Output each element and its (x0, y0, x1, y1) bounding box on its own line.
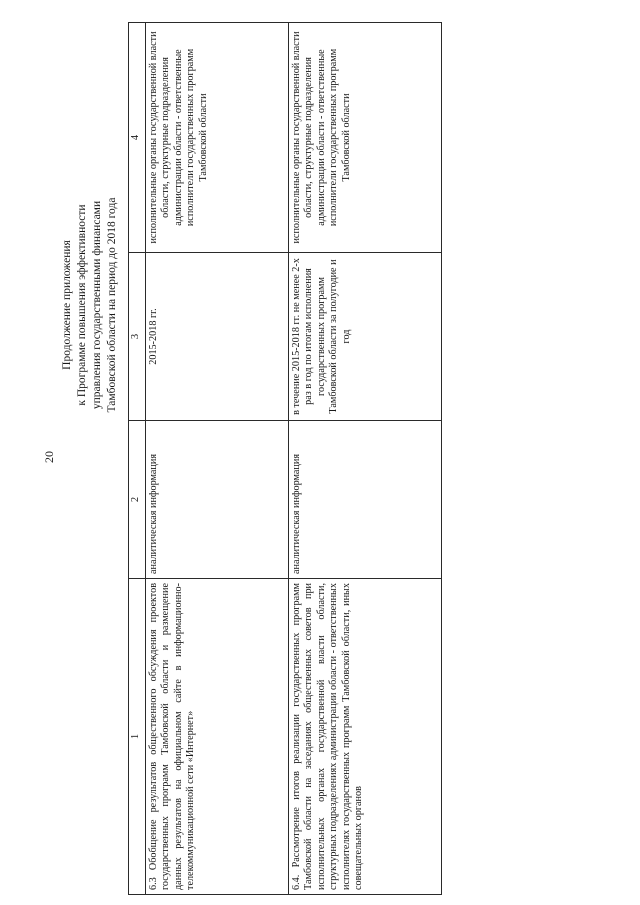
measure-cell: 6.3 Обобщение результатов общественного обсуждения проектов государственных программ Тамбовской области и размещение данных результатов на официальном сайте в информационно-телекоммуникационной сети «Интернет» (146, 579, 289, 895)
header-line-4: Тамбовской области на период до 2018 года (106, 197, 118, 413)
column-number: 1 (129, 579, 146, 895)
column-number-row (129, 23, 146, 895)
measures-table (128, 22, 442, 895)
header-line-1: Продолжение приложения (61, 240, 73, 370)
appendix-header (60, 65, 120, 545)
header-line-3: управления государственными финансами (91, 200, 103, 410)
measure-cell: 6.4. Рассмотрение итогов реализации государственных программ Тамбовской области на заседаниях общественных советов при исполнительных органах государственной власти области, структурных подразделениях администрации области - ответственных исполнителях государственных программ Тамбовской области, иных совещательных органов (289, 579, 442, 895)
result-cell: аналитическая информация (289, 421, 442, 579)
table-row (289, 23, 442, 895)
responsible-cell: исполнительные органы государственной власти области, структурные подразделения администрации области - ответственные исполнители государственных программ Тамбовской области (146, 23, 289, 253)
table-row (146, 23, 289, 895)
page-number: 20 (42, 451, 56, 463)
responsible-cell: исполнительные органы государственной власти области, структурные подразделения администрации области - ответственные исполнители государственных программ Тамбовской области (289, 23, 442, 253)
result-cell: аналитическая информация (146, 421, 289, 579)
period-cell: 2015-2018 гг. (146, 253, 289, 421)
column-number: 3 (129, 253, 146, 421)
column-number: 2 (129, 421, 146, 579)
period-cell: в течение 2015-2018 гг. не менее 2-х раз в год по итогам исполнения государственных программ Тамбовской области за полугодие и год (289, 253, 442, 421)
header-line-2: к Программе повышения эффективности (76, 204, 88, 406)
column-number: 4 (129, 23, 146, 253)
